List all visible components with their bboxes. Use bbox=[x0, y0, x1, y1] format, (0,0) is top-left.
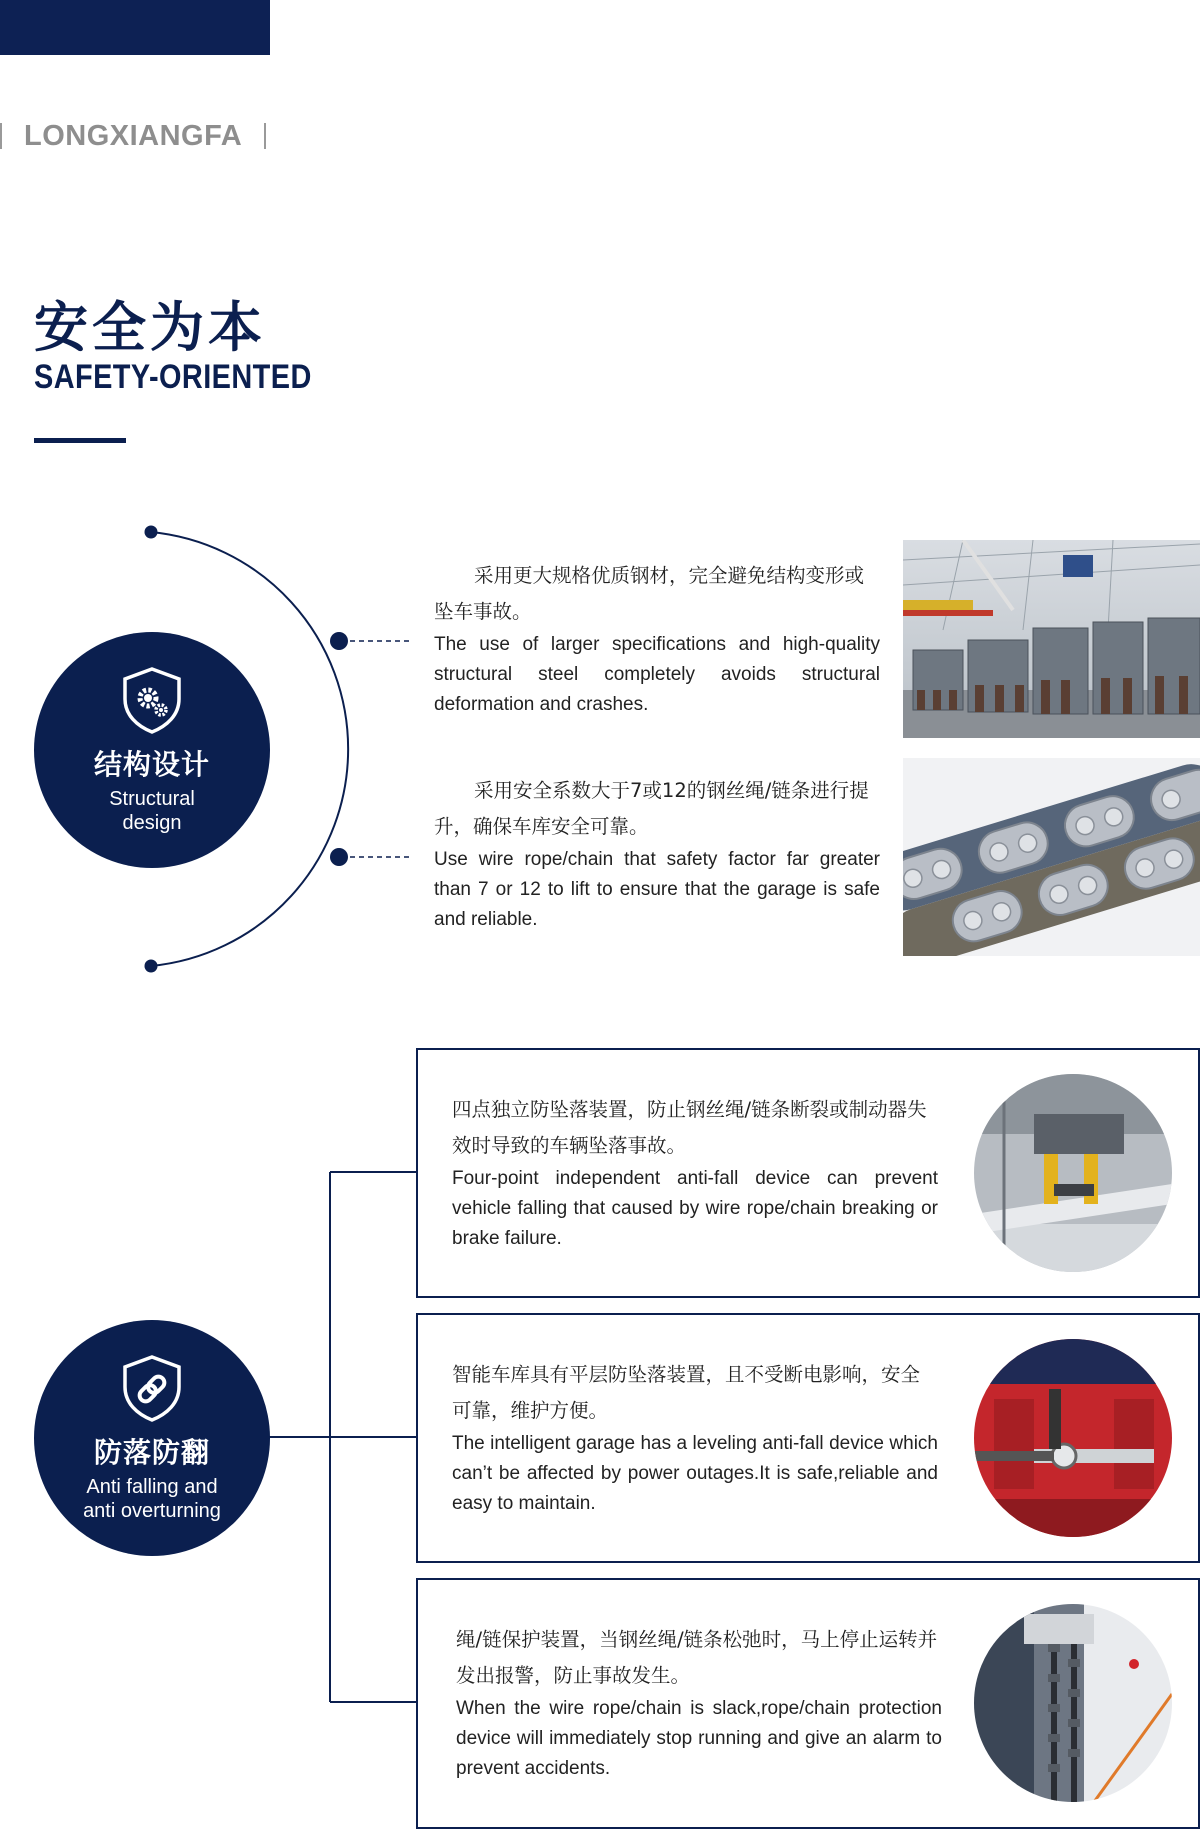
page-title-en: SAFETY-ORIENTED bbox=[34, 358, 312, 396]
item-text-cn: 采用安全系数大于7或12的钢丝绳/链条进行提升，确保车库安全可靠。 bbox=[434, 779, 869, 838]
card-text-en: When the wire rope/chain is slack,rope/chain protection device will immediately stop running and give an alarm to prevent accidents. bbox=[456, 1698, 942, 1779]
anti-fall-card-3 bbox=[416, 1578, 1200, 1829]
brand-name: LONGXIANGFA bbox=[24, 119, 243, 152]
card-text-en: Four-point independent anti-fall device can prevent vehicle falling that caused by wire rope/chain breaking or brake failure. bbox=[452, 1168, 938, 1249]
card-text-en: The intelligent garage has a leveling anti-fall device which can’t be affected by power outages.It is safe,reliable and easy to maintain. bbox=[452, 1433, 938, 1514]
badge-label-en: Structural design bbox=[109, 788, 195, 834]
top-accent-bar bbox=[0, 0, 270, 55]
gear-shield-icon bbox=[119, 665, 185, 735]
structural-design-badge bbox=[34, 632, 270, 868]
anti-falling-badge bbox=[34, 1320, 270, 1556]
section2-connector-tree bbox=[260, 1160, 420, 1720]
page-title-cn: 安全为本 bbox=[34, 296, 266, 359]
steel-beams-photo bbox=[903, 540, 1200, 738]
structural-item-1 bbox=[434, 558, 880, 720]
chain-photo bbox=[903, 758, 1200, 956]
leveling-device-photo bbox=[974, 1339, 1172, 1537]
link-shield-icon bbox=[119, 1353, 185, 1423]
item-text-cn: 采用更大规格优质钢材，完全避免结构变形或坠车事故。 bbox=[434, 564, 865, 623]
anti-fall-device-photo bbox=[974, 1074, 1172, 1272]
badge-label-cn: 防落防翻 bbox=[93, 1436, 210, 1469]
item-text-en: The use of larger specifications and high-quality structural steel completely avoids structural deformation and crashes. bbox=[434, 634, 880, 715]
title-underline bbox=[34, 438, 126, 443]
anti-fall-card-1 bbox=[416, 1048, 1200, 1298]
structural-item-2 bbox=[434, 773, 880, 935]
anti-fall-card-2 bbox=[416, 1313, 1200, 1563]
card-text-cn: 智能车库具有平层防坠落装置，且不受断电影响，安全可靠，维护方便。 bbox=[452, 1363, 921, 1422]
card-text bbox=[452, 1092, 938, 1254]
card-text-cn: 绳/链保护装置，当钢丝绳/链条松弛时，马上停止运转并发出报警，防止事故发生。 bbox=[456, 1628, 938, 1687]
brand-divider-right bbox=[264, 123, 266, 149]
rope-protection-photo bbox=[974, 1604, 1172, 1802]
card-text bbox=[452, 1357, 938, 1519]
card-text bbox=[456, 1622, 942, 1784]
brand-header bbox=[0, 118, 266, 154]
item-text-en: Use wire rope/chain that safety factor far greater than 7 or 12 to lift to ensure that the garage is safe and reliable. bbox=[434, 849, 880, 930]
card-text-cn: 四点独立防坠落装置，防止钢丝绳/链条断裂或制动器失效时导致的车辆坠落事故。 bbox=[452, 1098, 927, 1157]
brand-divider-left bbox=[0, 123, 2, 149]
badge-label-en: Anti falling and anti overturning bbox=[83, 1476, 221, 1522]
badge-label-cn: 结构设计 bbox=[93, 748, 210, 781]
